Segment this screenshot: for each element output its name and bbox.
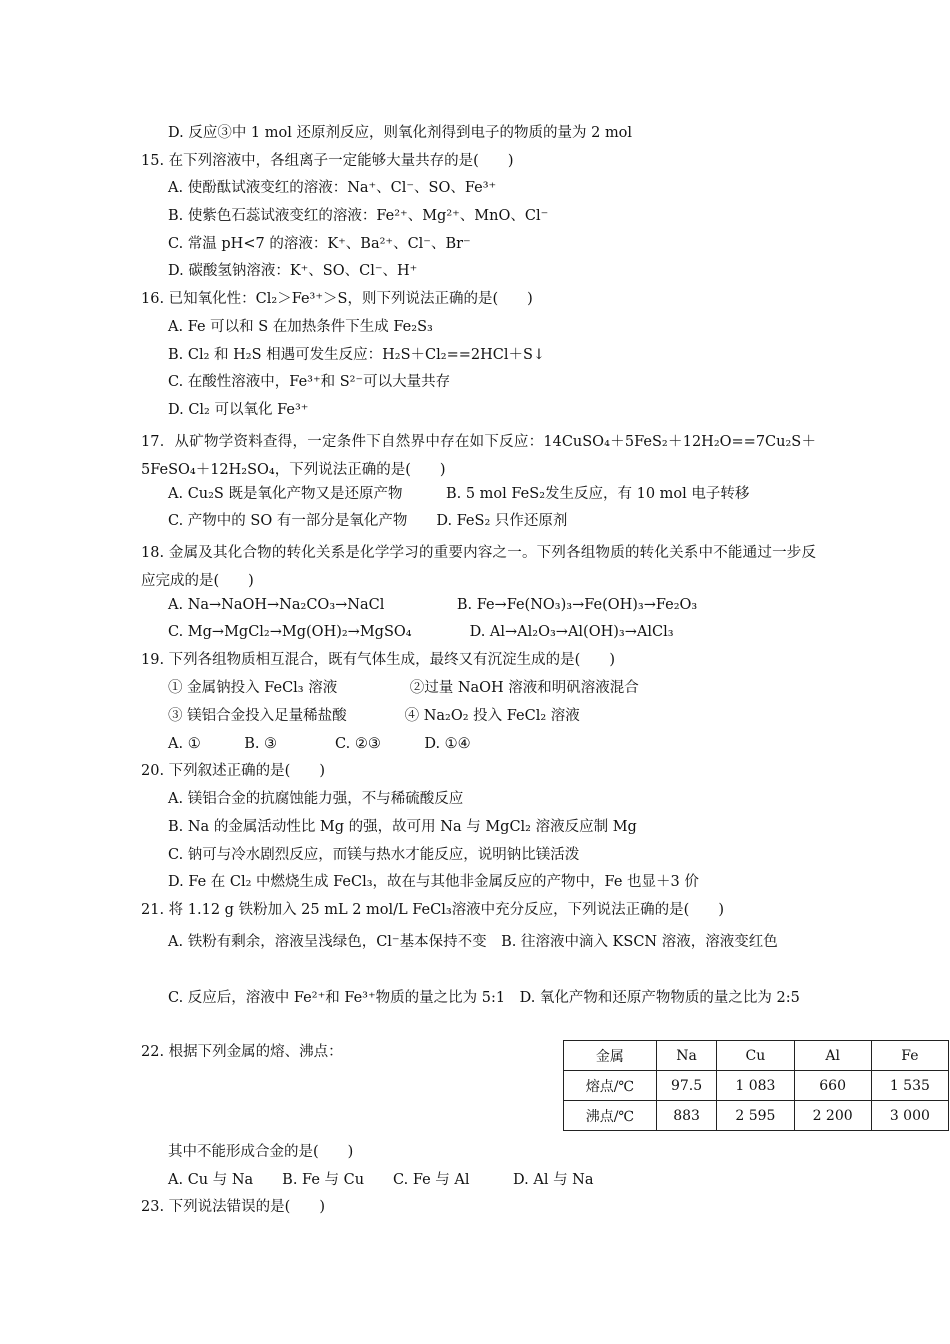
table-cell: 1 083 (717, 1071, 794, 1101)
q20-option-c: C. 钠可与冷水剧烈反应，而镁与热水才能反应，说明钠比镁活泼 (168, 847, 580, 863)
q21-stem: 21. 将 1.12 g 铁粉加入 25 mL 2 mol/L FeCl₃溶液中充分反应，下列说法正确的是( ) (141, 902, 724, 918)
table-header-row (564, 1041, 949, 1071)
table-row (564, 1101, 949, 1131)
q18-options-cd: C. Mg→MgCl₂→Mg(OH)₂→MgSO₄ D. Al→Al₂O₃→Al(OH)₃→AlCl₃ (168, 624, 674, 640)
table-cell: 883 (656, 1101, 716, 1131)
q14-option-d: D. 反应③中 1 mol 还原剂反应，则氧化剂得到电子的物质的量为 2 mol (168, 125, 633, 141)
table-header-cell: 金属 (564, 1041, 657, 1071)
q16-option-a: A. Fe 可以和 S 在加热条件下生成 Fe₂S₃ (168, 319, 433, 335)
q17-stem: 17．从矿物学资料查得，一定条件下自然界中存在如下反应：14CuSO₄＋5FeS₂＋12H₂O==7Cu₂S＋5FeSO₄＋12H₂SO₄，下列说法正确的是( ) (141, 434, 816, 478)
q15-option-b: B. 使紫色石蕊试液变红的溶液：Fe²⁺、Mg²⁺、MnO、Cl⁻ (168, 208, 549, 224)
table-header-cell: Al (794, 1041, 871, 1071)
q16-stem: 16. 已知氧化性：Cl₂＞Fe³⁺＞S，则下列说法正确的是( ) (141, 291, 533, 307)
q21-options-ab: A. 铁粉有剩余，溶液呈浅绿色，Cl⁻基本保持不变 B. 往溶液中滴入 KSCN 溶液，溶液变红色 (168, 934, 778, 950)
q20-option-a: A. 镁铝合金的抗腐蚀能力强，不与稀硫酸反应 (168, 791, 464, 807)
q16-option-b: B. Cl₂ 和 H₂S 相遇可发生反应：H₂S＋Cl₂==2HCl＋S↓ (168, 347, 546, 363)
table-cell: 熔点/℃ (564, 1071, 657, 1101)
q17-options-ab: A. Cu₂S 既是氧化产物又是还原产物 B. 5 mol FeS₂发生反应，有 10 mol 电子转移 (168, 486, 750, 502)
q22-options: A. Cu 与 Na B. Fe 与 Cu C. Fe 与 Al D. Al 与 Na (168, 1172, 594, 1188)
q19-items-12: ① 金属钠投入 FeCl₃ 溶液 ②过量 NaOH 溶液和明矾溶液混合 (168, 680, 639, 696)
q19-items-34: ③ 镁铝合金投入足量稀盐酸 ④ Na₂O₂ 投入 FeCl₂ 溶液 (168, 708, 580, 724)
q18-stem: 18. 金属及其化合物的转化关系是化学学习的重要内容之一。下列各组物质的转化关系中不能通过一步反应完成的是( ) (141, 545, 816, 589)
table-row (564, 1071, 949, 1101)
q20-option-b: B. Na 的金属活动性比 Mg 的强，故可用 Na 与 MgCl₂ 溶液反应制 Mg (168, 819, 637, 835)
q22-question: 其中不能形成合金的是( ) (168, 1144, 354, 1160)
metal-melting-boiling-table (563, 1040, 949, 1131)
q21-options-cd: C. 反应后，溶液中 Fe²⁺和 Fe³⁺物质的量之比为 5:1 D. 氧化产物和还原产物物质的量之比为 2:5 (168, 990, 800, 1006)
q15-option-c: C. 常温 pH<7 的溶液：K⁺、Ba²⁺、Cl⁻、Br⁻ (168, 236, 471, 252)
q15-option-a: A. 使酚酞试液变红的溶液：Na⁺、Cl⁻、SO、Fe³⁺ (168, 180, 497, 196)
q22-stem: 22. 根据下列金属的熔、沸点： (141, 1044, 343, 1060)
q19-stem: 19. 下列各组物质相互混合，既有气体生成，最终又有沉淀生成的是( ) (141, 652, 615, 668)
q15-stem: 15. 在下列溶液中，各组离子一定能够大量共存的是( ) (141, 153, 514, 169)
table-cell: 1 535 (871, 1071, 948, 1101)
table-cell: 沸点/℃ (564, 1101, 657, 1131)
table-header-cell: Na (656, 1041, 716, 1071)
q17-options-cd: C. 产物中的 SO 有一部分是氧化产物 D. FeS₂ 只作还原剂 (168, 513, 568, 529)
q23-stem: 23. 下列说法错误的是( ) (141, 1199, 325, 1215)
q16-option-d: D. Cl₂ 可以氧化 Fe³⁺ (168, 402, 309, 418)
table-cell: 2 595 (717, 1101, 794, 1131)
q15-option-d: D. 碳酸氢钠溶液：K⁺、SO、Cl⁻、H⁺ (168, 263, 418, 279)
q19-options: A. ① B. ③ C. ②③ D. ①④ (168, 736, 471, 752)
q20-option-d: D. Fe 在 Cl₂ 中燃烧生成 FeCl₃，故在与其他非金属反应的产物中，Fe 也显＋3 价 (168, 874, 699, 890)
q18-options-ab: A. Na→NaOH→Na₂CO₃→NaCl B. Fe→Fe(NO₃)₃→Fe(OH)₃→Fe₂O₃ (168, 597, 698, 613)
q16-option-c: C. 在酸性溶液中，Fe³⁺和 S²⁻可以大量共存 (168, 374, 451, 390)
table-cell: 3 000 (871, 1101, 948, 1131)
table-header-cell: Cu (717, 1041, 794, 1071)
table-cell: 2 200 (794, 1101, 871, 1131)
table-header-cell: Fe (871, 1041, 948, 1071)
table-cell: 660 (794, 1071, 871, 1101)
q20-stem: 20. 下列叙述正确的是( ) (141, 763, 325, 779)
table-cell: 97.5 (656, 1071, 716, 1101)
